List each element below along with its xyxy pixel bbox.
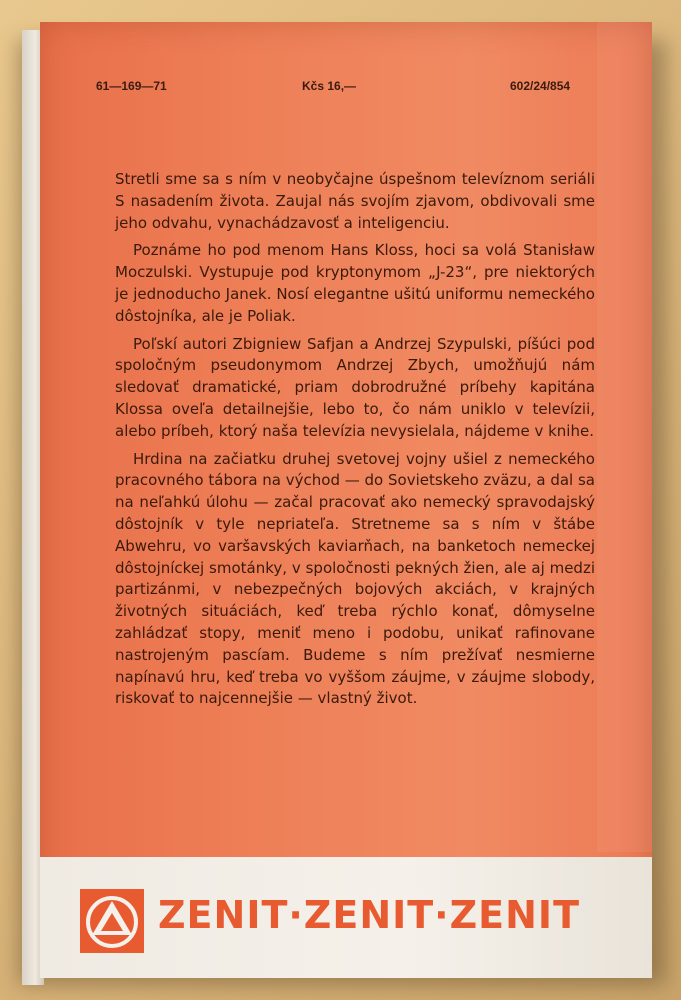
blurb-paragraph: Poľskí autori Zbigniew Safjan a Andrzej Szypulski, píšúci pod spoločným pseudonymom Andrzej Zbych, umožňujú nám sledovať dramatické, priam dobrodružné príbehy kapitána Klossa oveľa detailnejšie, lebo to, čo nám uniklo v televízii, alebo príbeh, ktorý naša televízia nevysielala, nájdeme v knihe.: [115, 334, 595, 440]
catalog-code: 61—169—71: [96, 79, 167, 93]
publisher-name: ZENIT·ZENIT·ZENIT: [158, 893, 580, 937]
price-label: Kčs 16,—: [302, 79, 357, 93]
publisher-band: [40, 857, 652, 978]
cover-fold: [597, 22, 652, 852]
blurb-text: [115, 169, 595, 716]
blurb-paragraph: Hrdina na začiatku druhej svetovej vojny ušiel z nemeckého pracovného tábora na východ — do Sovietskeho zväzu, a dal sa na neľahkú úlohu — začal pracovať ako nemecký spravodajský dôstojník v tyle nepriateľa. Stretneme sa s ním v štábe Abwehru, vo varšavských kaviarňach, na banketoch nemeckej dôstojníckej smotánky, v spoločnosti pekných žien, ale aj medzi partizánmi, v nebezpečných bojových akciách, v krajných životných situáciách, keď treba rýchlo konať, dômyselne zahládzať stopy, meniť meno i podobu, unikať rafinovane nastrojeným pascíam. Budeme s ním prežívať nesmierne napínavú hru, keď treba vo vyššom záujme, v záujme slobody, riskovať to najcennejšie — vlastný život.: [115, 449, 595, 708]
blurb-paragraph: Poznáme ho pod menom Hans Kloss, hoci sa volá Stanisław Moczulski. Vystupuje pod kryptonymom „J-23“, pre niektorých je jednoducho Janek. Nosí elegantne ušitú uniformu nemeckého dôstojníka, ale je Poliak.: [115, 241, 595, 325]
book-back-cover: [40, 22, 652, 978]
blurb-paragraph: Stretli sme sa s ním v neobyčajne úspešnom televíznom seriáli S nasadením života. Zaujal nás svojím zjavom, obdivovali sme jeho odvahu, vynachádzavosť a inteligenciu.: [115, 170, 595, 232]
triangle-in-circle-logo-icon: [80, 889, 144, 953]
edition-code: 602/24/854: [510, 79, 571, 93]
